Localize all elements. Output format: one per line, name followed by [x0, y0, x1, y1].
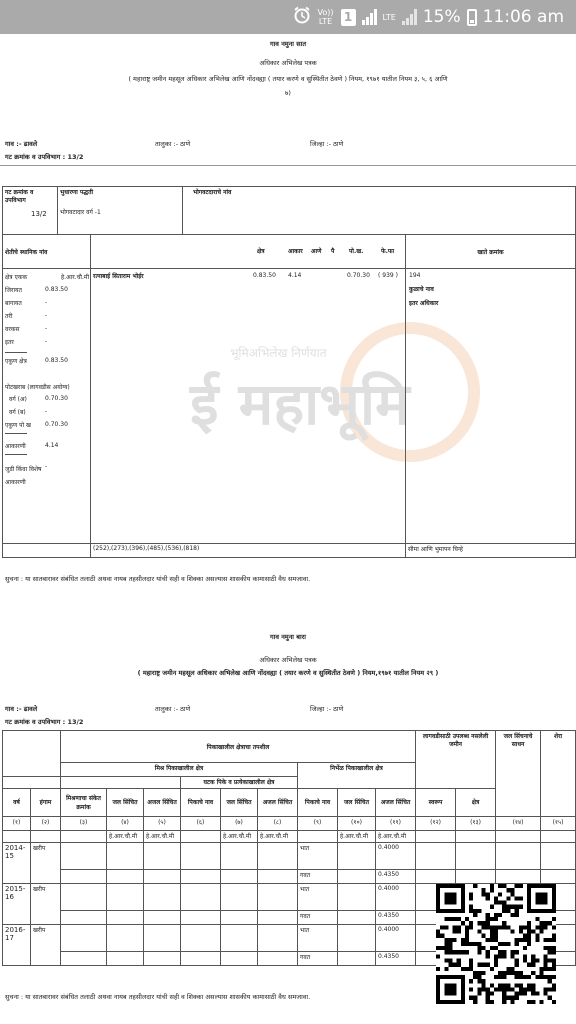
assessment-value: 4.14: [45, 442, 59, 449]
grass-cell: [144, 952, 181, 966]
uncultivable-header: लागवडीसाठी उपलब्ध नसलेली जमीन: [416, 731, 496, 789]
column-number: (७): [221, 817, 258, 831]
land-row: [5, 312, 89, 320]
unit-cell: [456, 831, 496, 843]
crop-cell: [338, 925, 376, 952]
form7-tenure-cell: [58, 187, 183, 235]
land-row: [5, 325, 89, 333]
grass-name-cell: गवत: [298, 870, 338, 884]
grass-cell: [338, 952, 376, 966]
document-view[interactable]: [0, 34, 576, 1024]
form7-gat-value: 13/2: [31, 210, 47, 218]
crop-area-cell: 0.4000: [376, 884, 416, 911]
form7-occupant-header-cell: [183, 187, 576, 235]
form12-taluka: तालुका :- ठाणे: [155, 705, 191, 713]
unit-cell: हे.आर.चौ.मी: [221, 831, 258, 843]
form7-rules-line2: ७): [285, 89, 291, 97]
grass-cell: [221, 870, 258, 884]
column-header: हंगाम: [31, 789, 61, 817]
grass-cell: [258, 911, 298, 925]
account-number: 194: [409, 272, 421, 279]
unit-cell: [298, 831, 338, 843]
owner-area: 0.83.50: [253, 272, 276, 279]
land-row-label: वरकस: [5, 326, 20, 333]
column-number: (५): [144, 817, 181, 831]
grass-cell: [107, 952, 144, 966]
units-row: [3, 831, 576, 843]
class-b-label: वर्ग (ब): [9, 409, 26, 416]
land-row-value: -: [45, 338, 48, 345]
column-header: पिकाचे नाव: [298, 789, 338, 817]
total-area-value: 0.83.50: [45, 357, 68, 364]
form12-gat-line: गट क्रमांक व उपविभाग : 13/2: [5, 718, 84, 726]
crop-cell: [144, 884, 181, 911]
column-number: (४): [107, 817, 144, 831]
crop-detail-header: पिकाखालील क्षेत्राचा तपशील: [61, 731, 416, 763]
grass-cell: [181, 952, 221, 966]
column-header: मिश्रणाचा संकेत क्रमांक: [61, 789, 107, 817]
form7-note: सुचना : या सातबारावर संबंधित तलाठी अथवा नायब तहसीलदार यांची सही व शिक्का असल्यास शासकीय कामासाठी वैध समजावा.: [5, 575, 311, 583]
crop-cell: [221, 925, 258, 952]
land-row-label: तरी: [5, 313, 13, 320]
form7-gat-line: गट क्रमांक व उपविभाग : 13/2: [5, 153, 84, 161]
form7-village: गाव :- ढावले: [5, 140, 38, 148]
form7-header-table: [2, 186, 576, 235]
empty-cell: [3, 544, 91, 558]
land-row-value: -: [45, 312, 48, 319]
watermark-text: ई महाभूमि: [190, 370, 410, 438]
grass-cell: [181, 911, 221, 925]
grass-cell: [258, 870, 298, 884]
land-row-label: बागायत: [5, 300, 22, 307]
col-pai: पै: [331, 248, 335, 255]
column-header: जल सिंचित: [107, 789, 144, 817]
season-cell: खरीप: [31, 843, 61, 884]
crop-cell: [181, 884, 221, 911]
form12-district: जिल्हा :- ठाणे: [310, 705, 344, 713]
form7-taluka: तालुका :- ठाणे: [155, 140, 191, 148]
unit-cell: [416, 831, 456, 843]
form7-account-header: खाते क्रमांक: [406, 235, 576, 269]
col-pokh: पो.ख.: [349, 248, 364, 255]
battery-icon: [467, 9, 477, 26]
blank-header: [3, 731, 61, 777]
form7-owner-cell: [91, 269, 406, 544]
form7-tenure-value: भोगवटादार वर्ग -1: [60, 209, 101, 216]
crop-cell: [181, 843, 221, 870]
column-number: (१४): [496, 817, 541, 831]
form7-tenure-header: भुधारणा पद्धती: [60, 189, 94, 196]
crop-cell: [61, 843, 107, 870]
remark-header: शेरा: [541, 731, 576, 817]
area-unit-value: हे.आर.चौ.मी: [61, 274, 89, 281]
pure-crop-header: निर्भेळ पिकाखालील क्षेत्र: [298, 763, 416, 789]
sim-icon: 1: [341, 9, 356, 26]
land-row-label: इतर: [5, 339, 14, 346]
crop-name-cell: भात: [298, 925, 338, 952]
col-ane: आणे: [311, 248, 322, 255]
grass-cell: [61, 952, 107, 966]
unit-cell: हे.आर.चौ.मी: [338, 831, 376, 843]
mutation-numbers[interactable]: (252),(273),(396),(485),(536),(818): [91, 544, 406, 558]
total-pokh-label: एकुण पो ख: [5, 422, 31, 429]
year-cell: 2016-17: [3, 925, 31, 966]
grass-cell: [61, 911, 107, 925]
form7-gat-cell: [3, 187, 58, 235]
grass-area-cell: 0.4350: [376, 952, 416, 966]
class-a-label: वर्ग (अ): [9, 396, 27, 403]
crop-cell: [258, 884, 298, 911]
form7-subtitle: अधिकार अभिलेख पत्रक: [259, 59, 317, 67]
land-row-value: -: [45, 299, 48, 306]
crop-cell: [221, 884, 258, 911]
blank-header-2: [3, 777, 61, 789]
column-number: (२): [31, 817, 61, 831]
unit-cell: [31, 831, 61, 843]
crop-cell: [144, 843, 181, 870]
crop-cell: [61, 925, 107, 952]
crop-cell: [61, 884, 107, 911]
form7-gat-header: गट क्रमांक व उपविभाग: [5, 189, 34, 204]
watermark-subtitle: भूमिअभिलेख निर्णयात: [230, 346, 327, 360]
form7-occupant-header: भोगवटदाराचे नांव: [193, 189, 232, 196]
clock: 11:06 am: [482, 7, 564, 27]
crop-cell: [221, 843, 258, 870]
form12-title: गाव नमुना बारा: [269, 633, 306, 641]
grass-cell: [456, 870, 496, 884]
crop-cell: [456, 843, 496, 870]
owner-name: रत्नाबाई सिताराम भोईर: [93, 273, 144, 280]
column-number: (११): [376, 817, 416, 831]
form7-district: जिल्हा :- ठाणे: [310, 140, 344, 148]
form12-subtitle: अधिकार अभिलेख पत्रक: [259, 656, 317, 664]
assessment-label: आकारणी: [5, 443, 26, 450]
grass-cell: [107, 911, 144, 925]
grass-cell: [144, 870, 181, 884]
unit-cell: [541, 831, 576, 843]
land-row-label: जिरायत: [5, 287, 22, 294]
mixed-crop-header: मिश्र पिकाखालील क्षेत्र: [61, 763, 298, 777]
irrigation-header: जल सिंचनाचे साधन: [496, 731, 541, 817]
season-cell: खरीप: [31, 925, 61, 966]
signal-icon-2: [402, 9, 417, 25]
unit-cell: [61, 831, 107, 843]
lte-icon: LTE: [382, 12, 396, 22]
column-number: (१३): [456, 817, 496, 831]
unit-cell: [496, 831, 541, 843]
grass-cell: [144, 911, 181, 925]
total-area-label: एकुण क्षेत्र: [5, 358, 27, 365]
unit-cell: हे.आर.चौ.मी: [376, 831, 416, 843]
column-header: जल सिंचित: [338, 789, 376, 817]
grass-cell: [496, 870, 541, 884]
land-row: [5, 338, 89, 346]
judi-value: -: [45, 463, 48, 470]
column-number: (३): [61, 817, 107, 831]
grass-row: [3, 870, 576, 884]
component-crops-header: घटक पिके व प्रत्येकाखालील क्षेत्र: [181, 777, 298, 789]
column-number: (१५): [541, 817, 576, 831]
crop-name-cell: भात: [298, 884, 338, 911]
grass-cell: [221, 952, 258, 966]
column-header: अजल सिंचित: [376, 789, 416, 817]
crop-cell: [258, 843, 298, 870]
column-header: क्षेत्र: [456, 789, 496, 817]
form12-note: सुचना : या सातबारावर संबंधित तलाठी अथवा नायब तहसीलदार यांची सही व शिक्का असल्यास शासकीय कामासाठी वैध समजावा.: [5, 993, 311, 1001]
form12-village: गाव :- ढावले: [5, 705, 38, 713]
grass-area-cell: 0.4350: [376, 911, 416, 925]
crop-cell: [107, 843, 144, 870]
class-b-value: -: [45, 408, 48, 415]
column-numbers-row: [3, 817, 576, 831]
total-pokh-value: 0.70.30: [45, 421, 68, 428]
other-rights-label: इतर अधिकार: [409, 300, 439, 307]
season-cell: खरीप: [31, 884, 61, 925]
crop-cell: [107, 925, 144, 952]
form12-rules: ( महाराष्ट्र जमीन महसूल अधिकार अभिलेख आणि नोंदवह्या ( तयार करणे व सुस्थितीत ठेवणे ) नियम,१९७१ यातील नियम २९ ): [137, 669, 439, 677]
col-ferfar: फे.फा: [381, 248, 395, 255]
crop-row: [3, 843, 576, 870]
column-number: (८): [258, 817, 298, 831]
crop-cell: [496, 843, 541, 870]
crop-cell: [144, 925, 181, 952]
column-names-row: [3, 789, 576, 817]
crop-cell: [416, 843, 456, 870]
status-icons: [293, 4, 564, 30]
grass-cell: [258, 952, 298, 966]
unit-cell: हे.आर.चौ.मी: [144, 831, 181, 843]
column-number: (१): [3, 817, 31, 831]
column-header: अजल सिंचित: [258, 789, 298, 817]
unit-cell: [3, 831, 31, 843]
battery-percent: 15%: [422, 7, 461, 27]
year-cell: 2015-16: [3, 884, 31, 925]
form7-rules-line1: ( महाराष्ट्र जमीन महसूल अधिकार अभिलेख आणि नोंदवह्या ( तयार करणे व सुस्थितीत ठेवणे ) नियम, १९७१ यातील नियम ३, ५, ६ आणि: [128, 75, 448, 83]
land-rows: [5, 286, 89, 346]
form7-columns-header: [91, 235, 406, 269]
unit-cell: [181, 831, 221, 843]
grass-cell: [61, 870, 107, 884]
column-number: (१०): [338, 817, 376, 831]
grass-cell: [338, 911, 376, 925]
divider: [0, 165, 576, 166]
area-unit-label: क्षेत्र एकक: [5, 274, 28, 281]
grass-name-cell: गवत: [298, 911, 338, 925]
column-header: पिकाचे नाव: [181, 789, 221, 817]
col-area: क्षेत्र: [257, 248, 265, 255]
crop-area-cell: 0.4000: [376, 843, 416, 870]
column-header: जल सिंचित: [221, 789, 258, 817]
judi-label: जुडी किंवा विशेष आकारणी: [5, 466, 42, 486]
volte-icon: Vo)) LTE: [317, 8, 334, 26]
column-header: स्वरूप: [416, 789, 456, 817]
form7-account-cell: [406, 269, 576, 544]
owner-pokh: 0.70.30: [347, 272, 370, 279]
crop-area-cell: 0.4000: [376, 925, 416, 952]
tenant-label: कुळाचे नाव: [409, 286, 434, 293]
form7-main-table: [2, 234, 576, 558]
grass-cell: [107, 870, 144, 884]
grass-name-cell: गवत: [298, 952, 338, 966]
owner-assess: 4.14: [288, 272, 302, 279]
signal-icon: [362, 9, 377, 25]
land-row-value: -: [45, 325, 48, 332]
crop-cell: [541, 843, 576, 870]
grass-cell: [541, 870, 576, 884]
owner-ferfar: ( 939 ): [378, 272, 398, 279]
grass-cell: [221, 911, 258, 925]
form7-land-details: [3, 269, 91, 544]
grass-cell: [416, 870, 456, 884]
class-a-value: 0.70.30: [45, 395, 68, 402]
boundary-label: सीमा आणि भुमापन चिन्हे: [406, 544, 576, 558]
column-header: अजल सिंचित: [144, 789, 181, 817]
grass-cell: [338, 870, 376, 884]
column-header: वर्ष: [3, 789, 31, 817]
crop-name-cell: भात: [298, 843, 338, 870]
crop-cell: [338, 884, 376, 911]
unit-cell: हे.आर.चौ.मी: [107, 831, 144, 843]
land-row-value: 0.83.50: [45, 286, 68, 293]
pokh-label: पोटखराब (लागवडीस अयोग्य): [5, 384, 70, 391]
col-assess: आकार: [288, 248, 303, 255]
column-number: (९): [298, 817, 338, 831]
column-number: (१२): [416, 817, 456, 831]
status-bar: [0, 0, 576, 34]
alarm-icon: [293, 6, 311, 29]
unit-cell: हे.आर.चौ.मी: [258, 831, 298, 843]
land-row: [5, 286, 89, 294]
crop-cell: [338, 843, 376, 870]
grass-cell: [181, 870, 221, 884]
column-number: (६): [181, 817, 221, 831]
blank-header-3: [61, 777, 181, 789]
crop-cell: [107, 884, 144, 911]
year-cell: 2014-15: [3, 843, 31, 884]
grass-area-cell: 0.4350: [376, 870, 416, 884]
crop-cell: [258, 925, 298, 952]
crop-cell: [181, 925, 221, 952]
form7-title: गाव नमुना सात: [269, 40, 307, 48]
qr-code-icon: [436, 884, 556, 1004]
land-row: [5, 299, 89, 307]
form7-local-name-header: शेतीचे स्थानिक नांव: [3, 235, 91, 269]
